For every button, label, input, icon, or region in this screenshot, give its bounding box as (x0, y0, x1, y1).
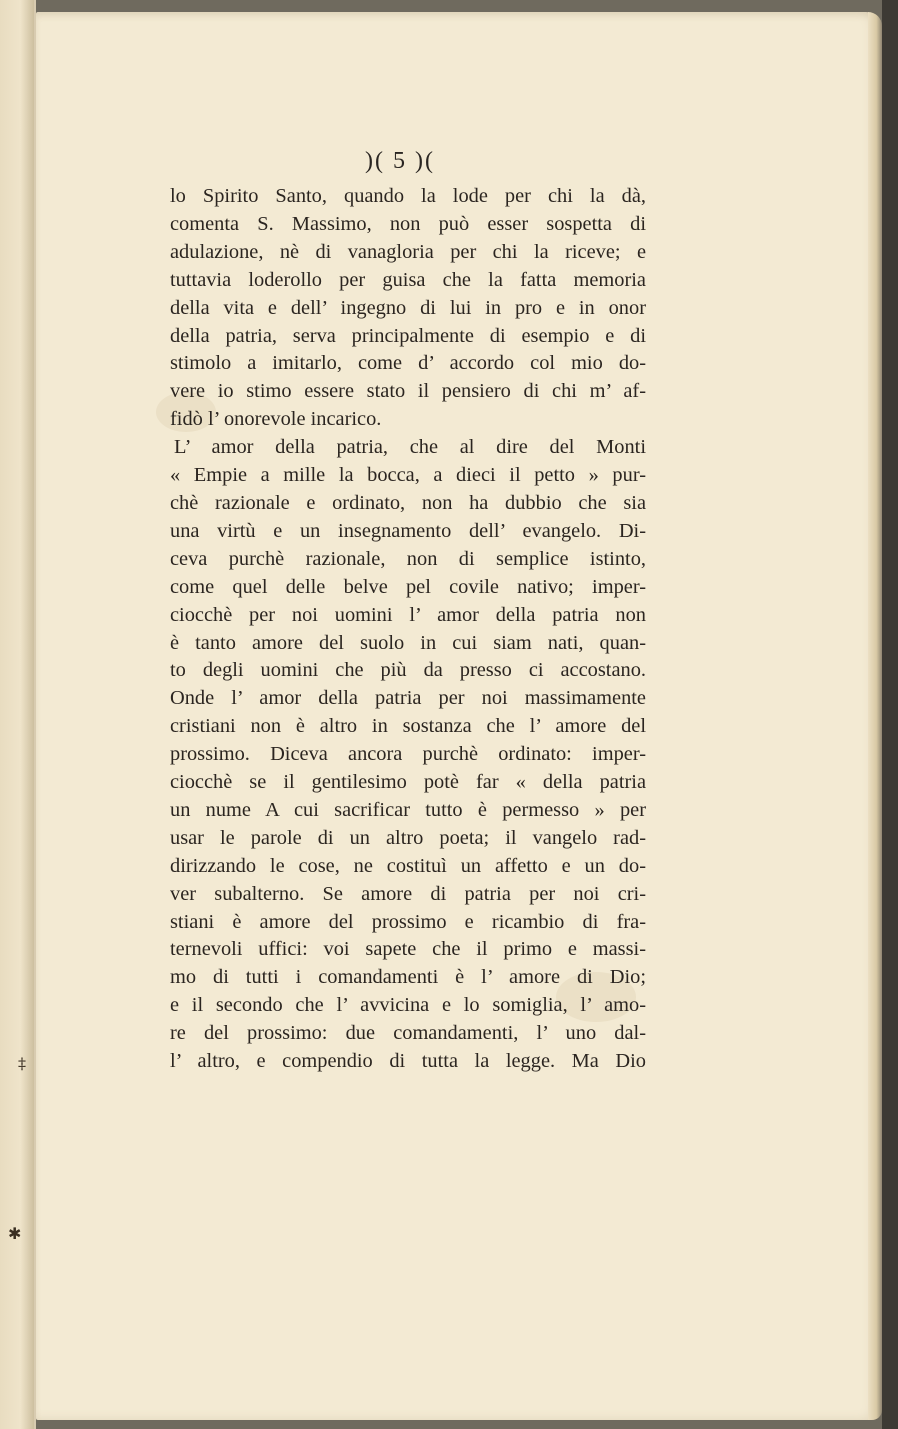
text-line: fidò l’ onorevole incarico. (170, 408, 382, 431)
text-line: comenta S. Massimo, non può esser sospetta di (170, 212, 646, 235)
text-line: della patria, serva principalmente di esempio e di (170, 324, 646, 347)
text-line: un nume A cui sacrificar tutto è permesso » per (170, 798, 646, 821)
body-text (170, 183, 646, 1076)
text-line: ver subalterno. Se amore di patria per noi cri- (170, 882, 646, 905)
text-line: usar le parole di un altro poeta; il vangelo rad- (170, 826, 646, 849)
text-line: dirizzando le cose, ne costituì un affetto e un do- (170, 854, 646, 877)
text-line: adulazione, nè di vanagloria per chi la riceve; e (170, 240, 646, 263)
margin-mark-icon: ‡ (18, 1054, 26, 1073)
text-line: e il secondo che l’ avvicina e lo somiglia, l’ amo- (170, 994, 646, 1017)
running-head: )( 5 )( (365, 148, 435, 174)
text-line: « Empie a mille la bocca, a dieci il petto » pur- (170, 464, 646, 487)
text-line: della vita e dell’ ingegno di lui in pro e in onor (170, 296, 646, 319)
text-line: l’ altro, e compendio di tutta la legge. Ma Dio (170, 1050, 646, 1073)
text-line: mo di tutti i comandamenti è l’ amore di Dio; (170, 966, 646, 989)
text-line: ceva purchè razionale, non di semplice istinto, (170, 547, 646, 570)
text-line: re del prossimo: due comandamenti, l’ uno dal- (170, 1022, 646, 1045)
text-line: ternevoli uffici: voi sapete che il primo e massi- (170, 938, 646, 961)
text-line: una virtù e un insegnamento dell’ evangelo. Di- (170, 519, 646, 542)
background-shadow (882, 0, 898, 1429)
text-line: Onde l’ amor della patria per noi massimamente (170, 687, 646, 710)
margin-mark-icon: ✱ (8, 1224, 22, 1243)
text-line: tuttavia loderollo per guisa che la fatta memoria (170, 268, 646, 291)
text-line: vere io stimo essere stato il pensiero di chi m’ af- (170, 380, 646, 403)
margin-marks (0, 0, 36, 1429)
text-line: come quel delle belve pel covile nativo; imper- (170, 575, 646, 598)
text-line: ciocchè per noi uomini l’ amor della patria non (170, 603, 646, 626)
text-line: è tanto amore del suolo in cui siam nati, quan- (170, 631, 646, 654)
text-line: cristiani non è altro in sostanza che l’ amore del (170, 715, 646, 738)
text-line: L’ amor della patria, che al dire del Monti (174, 436, 646, 459)
text-line: to degli uomini che più da presso ci accostano. (170, 659, 646, 682)
text-line: lo Spirito Santo, quando la lode per chi la dà, (170, 185, 646, 207)
page-right-edge (868, 12, 882, 1420)
text-line: prossimo. Diceva ancora purchè ordinato: imper- (170, 743, 646, 766)
text-line: stiani è amore del prossimo e ricambio di fra- (170, 910, 646, 933)
text-line: chè razionale e ordinato, non ha dubbio che sia (170, 491, 646, 514)
text-line: ciocchè se il gentilesimo potè far « della patria (170, 771, 646, 794)
text-line: stimolo a imitarlo, come d’ accordo col mio do- (170, 352, 646, 375)
